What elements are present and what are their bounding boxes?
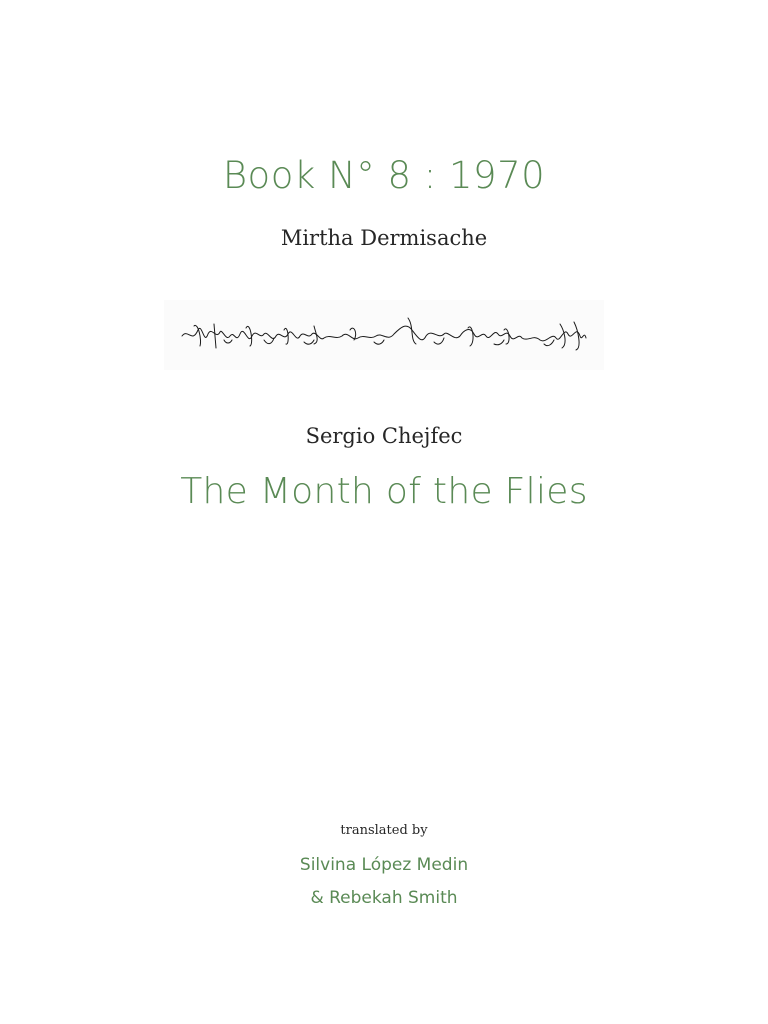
translator-silvina: Silvina López Medin [299, 855, 469, 875]
essay-title: The Month of the Flies [180, 471, 588, 512]
author-mirtha: Mirtha Dermisache [280, 226, 488, 250]
author-sergio: Sergio Chejfec [305, 424, 463, 448]
translator-rebekah: & Rebekah Smith [310, 888, 458, 908]
translated-by-label: translated by [340, 823, 428, 838]
asemic-writing-illustration [164, 300, 604, 370]
book-title: Book N° 8 : 1970 [222, 154, 546, 197]
